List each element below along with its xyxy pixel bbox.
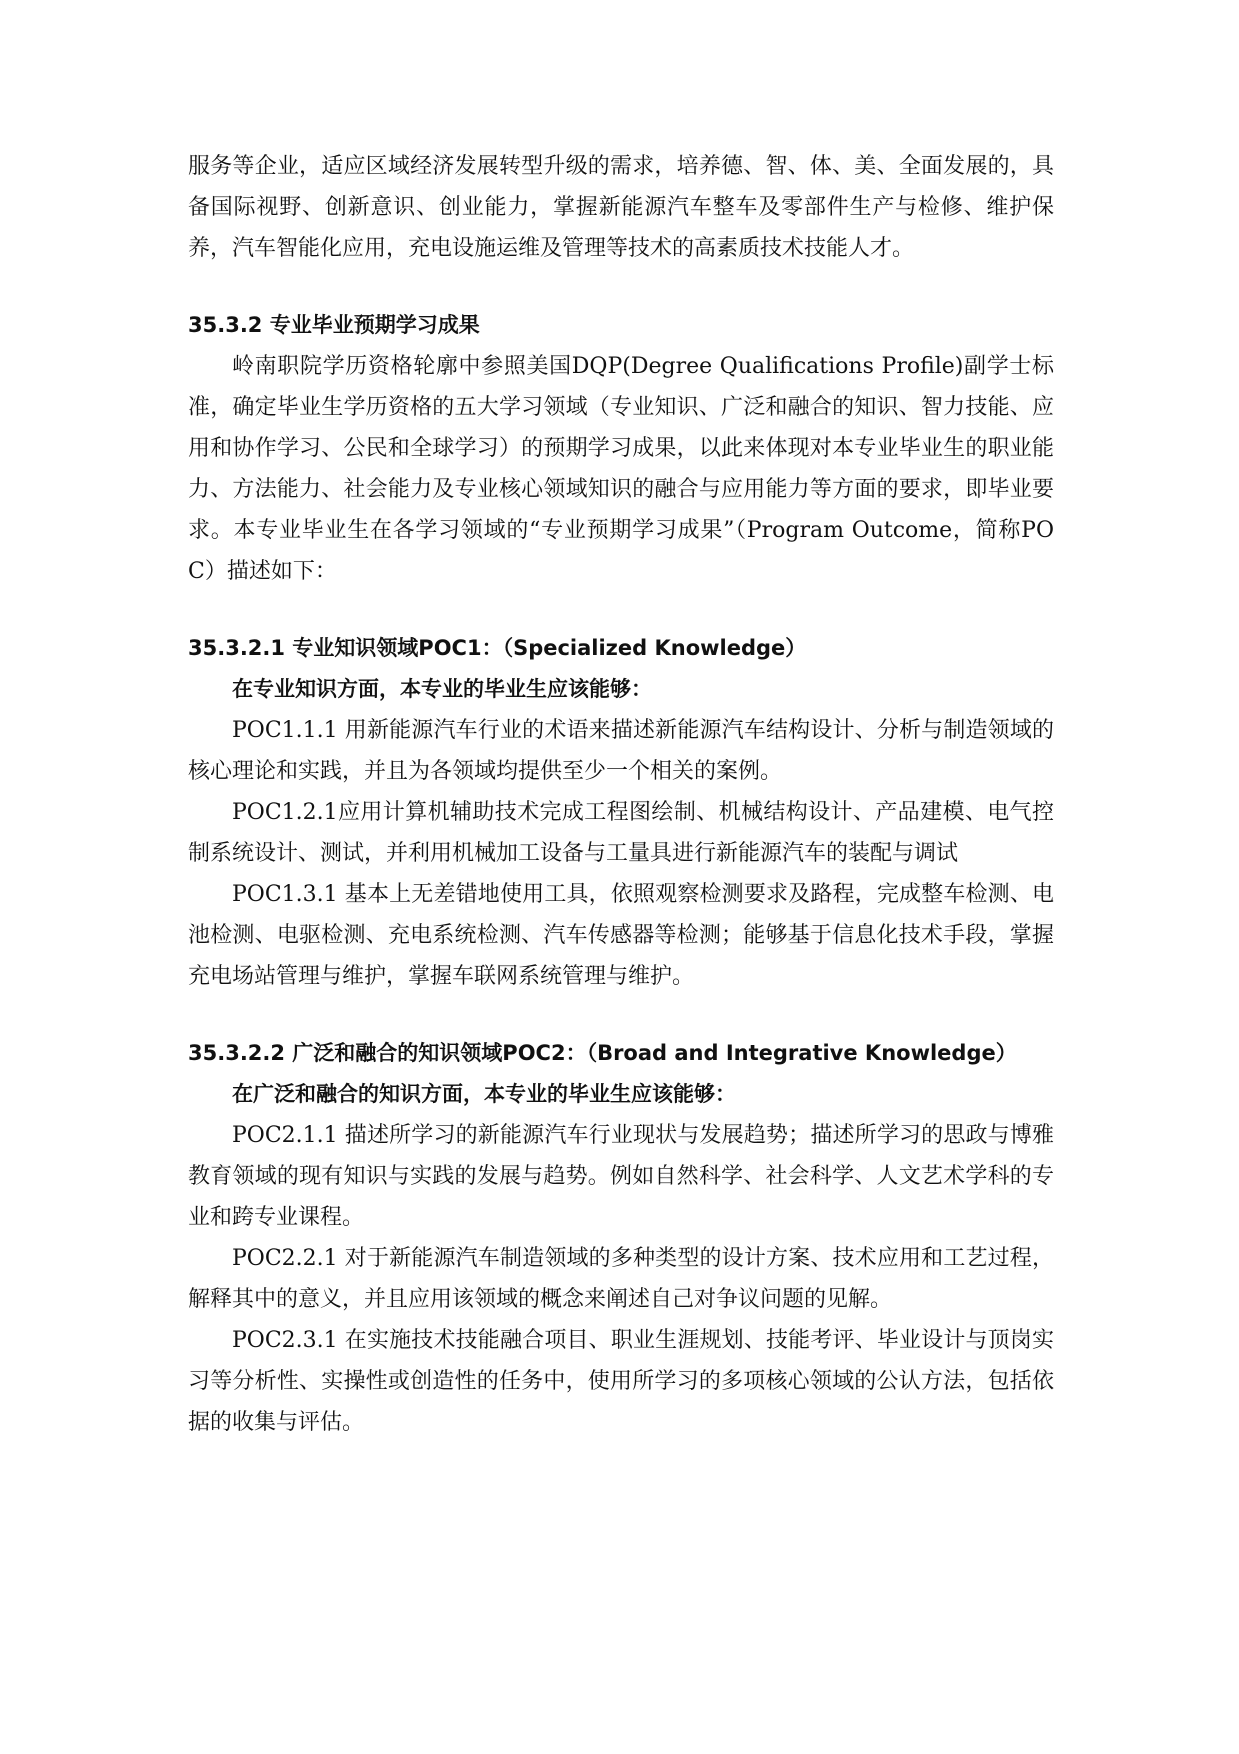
section-heading-35-3-2: 35.3.2 专业毕业预期学习成果: [188, 313, 480, 337]
poc-item-1-3-1: POC1.3.1 基本上无差错地使用工具，依照观察检测要求及路程，完成整车检测、电池检测、电驱检测、充电系统检测、汽车传感器等检测；能够基于信息化技术手段，掌握充电场站管理与维护，掌握车联网系统管理与维护。: [188, 882, 1054, 989]
poc-item-1-2-1: POC1.2.1应用计算机辅助技术完成工程图绘制、机械结构设计、产品建模、电气控制系统设计、测试，并利用机械加工设备与工量具进行新能源汽车的装配与调试: [188, 800, 1054, 866]
poc-item-1-1-1: POC1.1.1 用新能源汽车行业的术语来描述新能源汽车结构设计、分析与制造领域的核心理论和实践，并且为各领域均提供至少一个相关的案例。: [188, 718, 1054, 784]
poc-item-2-2-1: POC2.2.1 对于新能源汽车制造领域的多种类型的设计方案、技术应用和工艺过程，解释其中的意义，并且应用该领域的概念来阐述自己对争议问题的见解。: [188, 1246, 1054, 1312]
poc-item-2-3-1: POC2.3.1 在实施技术技能融合项目、职业生涯规划、技能考评、毕业设计与顶岗实习等分析性、实操性或创造性的任务中，使用所学习的多项核心领域的公认方法，包括依据的收集与评估。: [188, 1328, 1054, 1435]
intro-paragraph: 服务等企业，适应区域经济发展转型升级的需求，培养德、智、体、美、全面发展的，具备国际视野、创新意识、创业能力，掌握新能源汽车整车及零部件生产与检修、维护保养，汽车智能化应用，充电设施运维及管理等技术的高素质技术技能人才。: [188, 154, 1054, 261]
section-lead-35-3-2-2: 在广泛和融合的知识方面，本专业的毕业生应该能够：: [232, 1082, 736, 1106]
section-lead-35-3-2-1: 在专业知识方面，本专业的毕业生应该能够：: [232, 677, 652, 701]
document-page: [188, 146, 1054, 1443]
section-body-35-3-2: 岭南职院学历资格轮廓中参照美国DQP(Degree Qualifications Profile)副学士标准，确定毕业生学历资格的五大学习领域（专业知识、广泛和融合的知识、智力技能、应用和协作学习、公民和全球学习）的预期学习成果，以此来体现对本专业毕业生的职业能力、方法能力、社会能力及专业核心领域知识的融合与应用能力等方面的要求，即毕业要求。本专业毕业生在各学习领域的“专业预期学习成果”（Program Outcome，简称POC）描述如下：: [188, 354, 1054, 584]
section-heading-35-3-2-2: 35.3.2.2 广泛和融合的知识领域POC2：（Broad and Integrative Knowledge）: [188, 1041, 1017, 1065]
poc-item-2-1-1: POC2.1.1 描述所学习的新能源汽车行业现状与发展趋势；描述所学习的思政与博雅教育领域的现有知识与实践的发展与趋势。例如自然科学、社会科学、人文艺术学科的专业和跨专业课程。: [188, 1123, 1054, 1230]
section-heading-35-3-2-1: 35.3.2.1 专业知识领域POC1：（Specialized Knowledge）: [188, 636, 807, 660]
